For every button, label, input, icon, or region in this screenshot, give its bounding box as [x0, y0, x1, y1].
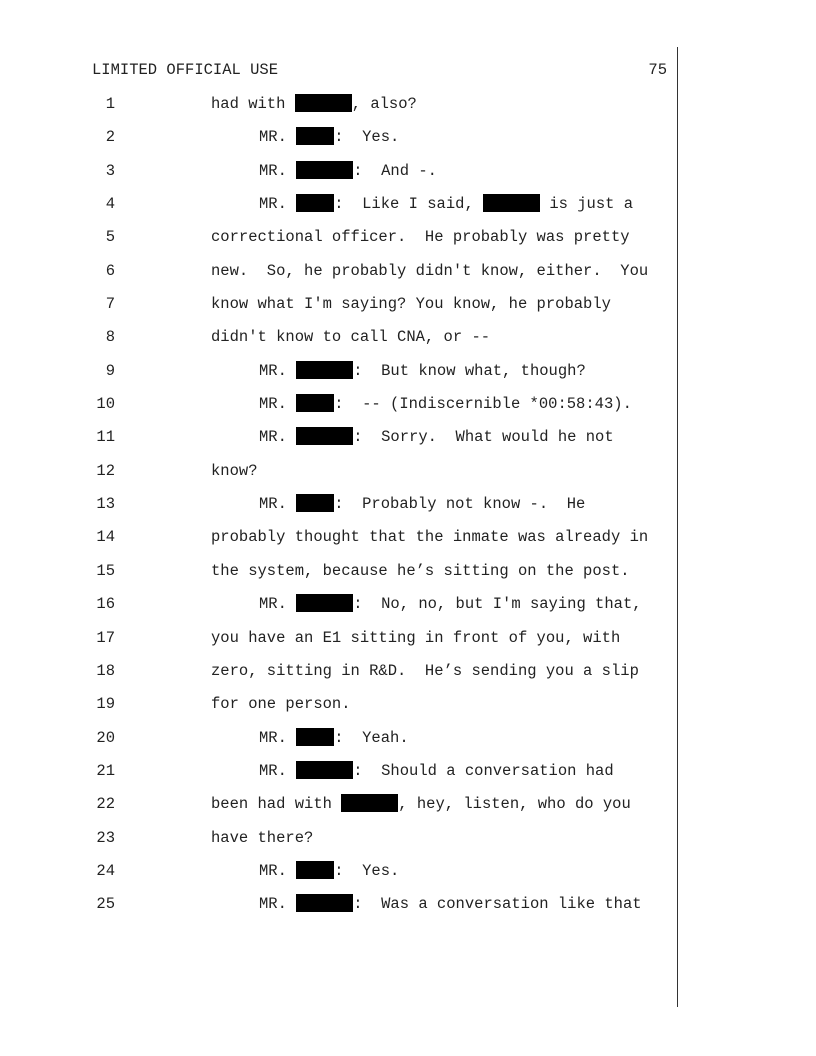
- redaction-block: [296, 394, 334, 412]
- line-number: 22: [96, 795, 115, 814]
- line-text: the system, because he’s sitting on the post.: [211, 561, 630, 580]
- transcript-line: [0, 94, 816, 127]
- text-segment: MR.: [259, 428, 297, 447]
- redaction-block: [296, 427, 353, 445]
- text-segment: MR.: [259, 895, 297, 914]
- line-number: 14: [96, 528, 115, 547]
- line-text: correctional officer. He probably was pretty: [211, 228, 630, 247]
- redaction-block: [296, 127, 334, 145]
- text-segment: : Was a conversation like that: [353, 895, 642, 914]
- line-number: 3: [105, 161, 115, 180]
- transcript-lines: [0, 94, 816, 928]
- line-number: 8: [105, 328, 115, 347]
- redaction-block: [296, 728, 334, 746]
- text-segment: MR.: [259, 861, 297, 880]
- redaction-block: [296, 494, 334, 512]
- line-text: [259, 761, 614, 781]
- transcript-line: [0, 894, 816, 927]
- line-text: [259, 728, 409, 748]
- line-text: [259, 127, 399, 147]
- line-number: 21: [96, 761, 115, 780]
- redaction-block: [296, 761, 353, 779]
- text-segment: : But know what, though?: [353, 361, 586, 380]
- text-segment: : Like I said,: [334, 195, 484, 214]
- transcript-line: [0, 527, 816, 560]
- transcript-line: [0, 494, 816, 527]
- transcript-line: [0, 194, 816, 227]
- line-text: [259, 861, 399, 881]
- text-segment: been had with: [211, 795, 342, 814]
- transcript-line: [0, 361, 816, 394]
- redaction-block: [296, 361, 353, 379]
- line-number: 17: [96, 628, 115, 647]
- line-number: 1: [105, 95, 115, 113]
- line-number: 9: [105, 361, 115, 380]
- transcript-line: [0, 294, 816, 327]
- text-segment: , also?: [351, 95, 417, 113]
- line-text: zero, sitting in R&D. He’s sending you a slip: [211, 661, 639, 680]
- transcript-line: [0, 261, 816, 294]
- line-number: 6: [105, 261, 115, 280]
- line-number: 10: [96, 395, 115, 414]
- transcript-line: [0, 794, 816, 827]
- redaction-block: [296, 861, 334, 879]
- redaction-block: [483, 194, 540, 212]
- line-text: [259, 594, 642, 614]
- text-segment: MR.: [259, 728, 297, 747]
- redaction-block: [296, 194, 334, 212]
- text-segment: , hey, listen, who do you: [398, 795, 631, 814]
- line-text: you have an E1 sitting in front of you, with: [211, 628, 621, 647]
- line-text: [259, 427, 614, 447]
- text-segment: MR.: [259, 195, 297, 214]
- text-segment: : And -.: [353, 161, 437, 180]
- line-number: 24: [96, 861, 115, 880]
- line-text: [259, 194, 633, 214]
- text-segment: had with: [211, 95, 295, 113]
- line-number: 20: [96, 728, 115, 747]
- line-text: [259, 394, 632, 414]
- line-number: 5: [105, 228, 115, 247]
- text-segment: : Yes.: [334, 861, 400, 880]
- classification-header: LIMITED OFFICIAL USE: [92, 61, 279, 79]
- text-segment: : Yes.: [334, 128, 400, 147]
- transcript-line: [0, 628, 816, 661]
- line-number: 18: [96, 661, 115, 680]
- line-number: 4: [105, 195, 115, 214]
- line-text: probably thought that the inmate was already in: [211, 528, 649, 547]
- text-segment: : Probably not know -. He: [334, 495, 586, 514]
- transcript-line: [0, 394, 816, 427]
- redaction-block: [296, 594, 353, 612]
- transcript-line: [0, 694, 816, 727]
- text-segment: MR.: [259, 761, 297, 780]
- transcript-line: [0, 461, 816, 494]
- transcript-line: [0, 161, 816, 194]
- transcript-line: [0, 828, 816, 861]
- transcript-line: [0, 227, 816, 260]
- line-text: know what I'm saying? You know, he probably: [211, 295, 611, 314]
- transcript-line: [0, 127, 816, 160]
- text-segment: : -- (Indiscernible *00:58:43).: [334, 395, 632, 414]
- transcript-line: [0, 728, 816, 761]
- line-number: 23: [96, 828, 115, 847]
- line-text: [259, 161, 437, 181]
- transcript-line: [0, 761, 816, 794]
- line-number: 13: [96, 495, 115, 514]
- redaction-block: [295, 94, 352, 112]
- text-segment: : Yeah.: [334, 728, 409, 747]
- line-number: 7: [105, 295, 115, 314]
- text-segment: : Should a conversation had: [353, 761, 614, 780]
- text-segment: MR.: [259, 161, 297, 180]
- transcript-line: [0, 594, 816, 627]
- line-text: for one person.: [211, 695, 351, 714]
- text-segment: MR.: [259, 495, 297, 514]
- line-text: [259, 894, 642, 914]
- line-number: 12: [96, 461, 115, 480]
- redaction-block: [296, 161, 353, 179]
- line-number: 2: [105, 128, 115, 147]
- redaction-block: [296, 894, 353, 912]
- transcript-line: [0, 427, 816, 460]
- text-segment: : Sorry. What would he not: [353, 428, 614, 447]
- transcript-line: [0, 661, 816, 694]
- page-number: 75: [648, 61, 667, 79]
- line-text: know?: [211, 461, 258, 480]
- transcript-line: [0, 327, 816, 360]
- transcript-line: [0, 561, 816, 594]
- line-number: 15: [96, 561, 115, 580]
- line-number: 16: [96, 595, 115, 614]
- line-text: [259, 361, 586, 381]
- line-text: [259, 494, 585, 514]
- redaction-block: [341, 794, 398, 812]
- text-segment: MR.: [259, 595, 297, 614]
- text-segment: MR.: [259, 128, 297, 147]
- line-text: [211, 794, 631, 814]
- line-text: new. So, he probably didn't know, either. You: [211, 261, 649, 280]
- text-segment: MR.: [259, 361, 297, 380]
- text-segment: : No, no, but I'm saying that,: [353, 595, 642, 614]
- text-segment: MR.: [259, 395, 297, 414]
- line-number: 11: [96, 428, 115, 447]
- text-segment: is just a: [540, 195, 634, 214]
- line-text: didn't know to call CNA, or --: [211, 328, 491, 347]
- line-number: 19: [96, 695, 115, 714]
- line-text: have there?: [211, 828, 314, 847]
- line-text: [211, 94, 417, 114]
- line-number: 25: [96, 895, 115, 914]
- transcript-line: [0, 861, 816, 894]
